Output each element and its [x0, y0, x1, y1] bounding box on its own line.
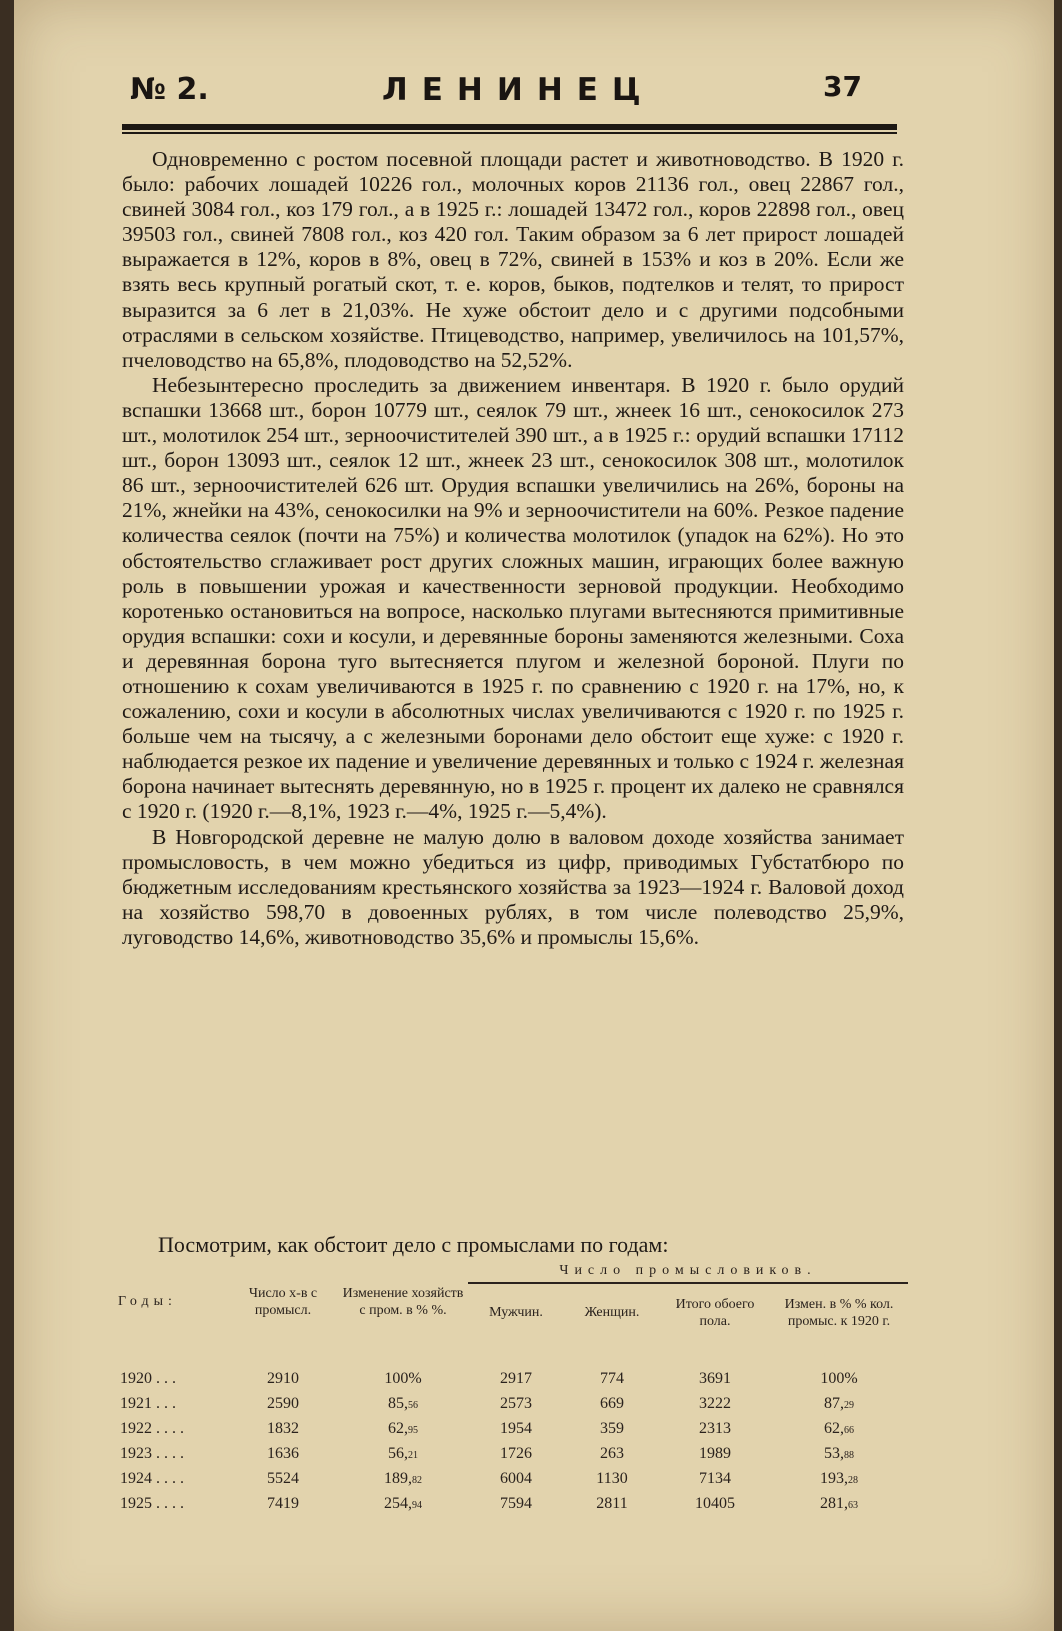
table-row: [118, 1491, 908, 1516]
cell-men: 6004: [500, 1469, 532, 1487]
cell-men: 1726: [500, 1444, 532, 1462]
cell-households: 2910: [267, 1369, 299, 1387]
cell-change: 85,56: [388, 1394, 418, 1412]
table-intro: Посмотрим, как обстоит дело с промыслами по годам:: [158, 1232, 669, 1257]
publication-title: ЛЕНИНЕЦ: [382, 72, 655, 108]
cell-women: 774: [600, 1369, 624, 1387]
cell-year: 1922 . . . .: [120, 1419, 184, 1437]
issue-number: № 2.: [130, 72, 209, 107]
article-body: [122, 147, 904, 950]
page-number: 37: [823, 70, 862, 103]
table-row: [118, 1391, 908, 1416]
cell-households: 1832: [267, 1419, 299, 1437]
cell-total: 7134: [699, 1469, 731, 1487]
cell-households: 1636: [267, 1444, 299, 1462]
cell-change: 100%: [384, 1369, 422, 1387]
cell-men: 7594: [500, 1494, 532, 1512]
cell-total: 2313: [699, 1419, 731, 1437]
table-row: [118, 1466, 908, 1491]
col-total: Итого обоего пола.: [675, 1296, 755, 1329]
header-rule-thin: [122, 132, 897, 134]
col-group-header: Число промысловиков.: [468, 1262, 908, 1283]
crafts-table: [118, 1262, 908, 1516]
col-change-1920: Измен. в % % кол. промыс. к 1920 г.: [784, 1296, 894, 1329]
cell-women: 669: [600, 1394, 624, 1412]
cell-total: 1989: [699, 1444, 731, 1462]
cell-total: 3691: [699, 1369, 731, 1387]
table-row: [118, 1441, 908, 1466]
cell-change-1920: 87,29: [824, 1394, 854, 1412]
cell-year: 1923 . . . .: [120, 1444, 184, 1462]
paragraph-livestock: Одновременно с ростом посевной площади растет и животноводство. В 1920 г. было: рабочих лошадей 10226 гол., молочных коров 21136 гол., овец 22867 гол., свиней 3084 гол., коз 179 гол., а в 1925 г.: лошадей 13472 гол., коров 22898 гол., овец 39503 гол., свиней 7808 гол., коз 420 гол. Таким образом за 6 лет прирост лошадей выражается в 12%, коров в 8%, овец в 72%, свиней в 153% и коз в 20%. Если же взять весь крупный рогатый скот, т. е. коров, быков, подтелков и телят, то прирост выразится за 6 лет в 21,03%. Не хуже обстоит дело и с другими подсобными отраслями в сельском хозяйстве. Птицеводство, например, увеличилось на 101,57%, пчеловодство на 65,8%, плодоводство на 52,52%.: [122, 147, 904, 372]
cell-change: 254,94: [384, 1494, 422, 1512]
cell-year: 1925 . . . .: [120, 1494, 184, 1512]
cell-women: 2811: [596, 1494, 628, 1512]
col-years: Годы:: [118, 1294, 177, 1309]
cell-change-1920: 100%: [820, 1369, 858, 1387]
cell-change-1920: 62,66: [824, 1419, 854, 1437]
cell-women: 263: [600, 1444, 624, 1462]
col-change: Изменение хозяйств с пром. в % %.: [342, 1285, 464, 1318]
col-households: Число х-в с промысл.: [248, 1285, 318, 1318]
cell-households: 7419: [267, 1494, 299, 1512]
cell-women: 359: [600, 1419, 624, 1437]
cell-change: 189,82: [384, 1469, 422, 1487]
table-row: [118, 1366, 908, 1391]
col-women: Женщин.: [584, 1305, 640, 1320]
cell-total: 3222: [699, 1394, 731, 1412]
header-rule-thick: [122, 124, 897, 130]
cell-men: 1954: [500, 1419, 532, 1437]
cell-change: 62,95: [388, 1419, 418, 1437]
cell-change-1920: 281,63: [820, 1494, 858, 1512]
col-men: Мужчин.: [489, 1305, 543, 1320]
cell-change: 56,21: [388, 1444, 418, 1462]
cell-households: 5524: [267, 1469, 299, 1487]
cell-year: 1921 . . .: [120, 1394, 176, 1412]
cell-men: 2573: [500, 1394, 532, 1412]
paragraph-crafts: В Новгородской деревне не малую долю в валовом доходе хозяйства занимает промысловость, в чем можно убедиться из цифр, приводимых Губстатбюро по бюджетным исследованиям крестьянского хозяйства за 1923—1924 г. Валовой доход на хозяйство 598,70 в довоенных рублях, в том числе полеводство 25,9%, луговодство 14,6%, животноводство 35,6% и промыслы 15,6%.: [122, 824, 904, 949]
cell-year: 1924 . . . .: [120, 1469, 184, 1487]
table-row: [118, 1416, 908, 1441]
cell-change-1920: 193,28: [820, 1469, 858, 1487]
cell-change-1920: 53,88: [824, 1444, 854, 1462]
cell-year: 1920 . . .: [120, 1369, 176, 1387]
cell-women: 1130: [596, 1469, 628, 1487]
cell-households: 2590: [267, 1394, 299, 1412]
cell-total: 10405: [695, 1494, 735, 1512]
paragraph-inventory: Небезынтересно проследить за движением инвентаря. В 1920 г. было орудий вспашки 13668 шт., борон 10779 шт., сеялок 79 шт., жнеек 16 шт., сенокосилок 273 шт., молотилок 254 шт., зерноочистителей 390 шт., а в 1925 г.: орудий вспашки 17112 шт., борон 13093 шт., сеялок 12 шт., жнеек 23 шт., сенокосилок 308 шт., молотилок 86 шт., зерноочистителей 626 шт. Орудия вспашки увеличились на 26%, бороны на 21%, жнейки на 43%, сенокосилки на 9% и зерноочистители на 60%. Резкое падение количества сеялок (почти на 75%) и количества молотилок (упадок на 62%). Но это обстоятельство сглаживает рост других сложных машин, играющих более важную роль в повышении урожая и качественности зерновой продукции. Необходимо коротенько остановиться на вопросе, насколько плугами вытесняются примитивные орудия вспашки: сохи и косули, и деревянные бороны заменяются железными. Соха и деревянная борона туго вытесняется плугом и железной бороной. Плуги по отношению к сохам увеличиваются в 1925 г. по сравнению с 1920 г. на 17%, но, к сожалению, сохи и косули в абсолютных числах увеличиваются с 1920 г. по 1925 г. больше чем на тысячу, а с железными боронами дело обстоит еще хуже: с 1920 г. наблюдается резкое их падение и увеличение деревянных и только с 1924 г. железная борона начинает вытеснять деревянную, но в 1925 г. процент их далеко не сравнялся с 1920 г. (1920 г.—8,1%, 1923 г.—4%, 1925 г.—5,4%).: [122, 372, 904, 824]
cell-men: 2917: [500, 1369, 532, 1387]
page-header: [120, 70, 880, 118]
